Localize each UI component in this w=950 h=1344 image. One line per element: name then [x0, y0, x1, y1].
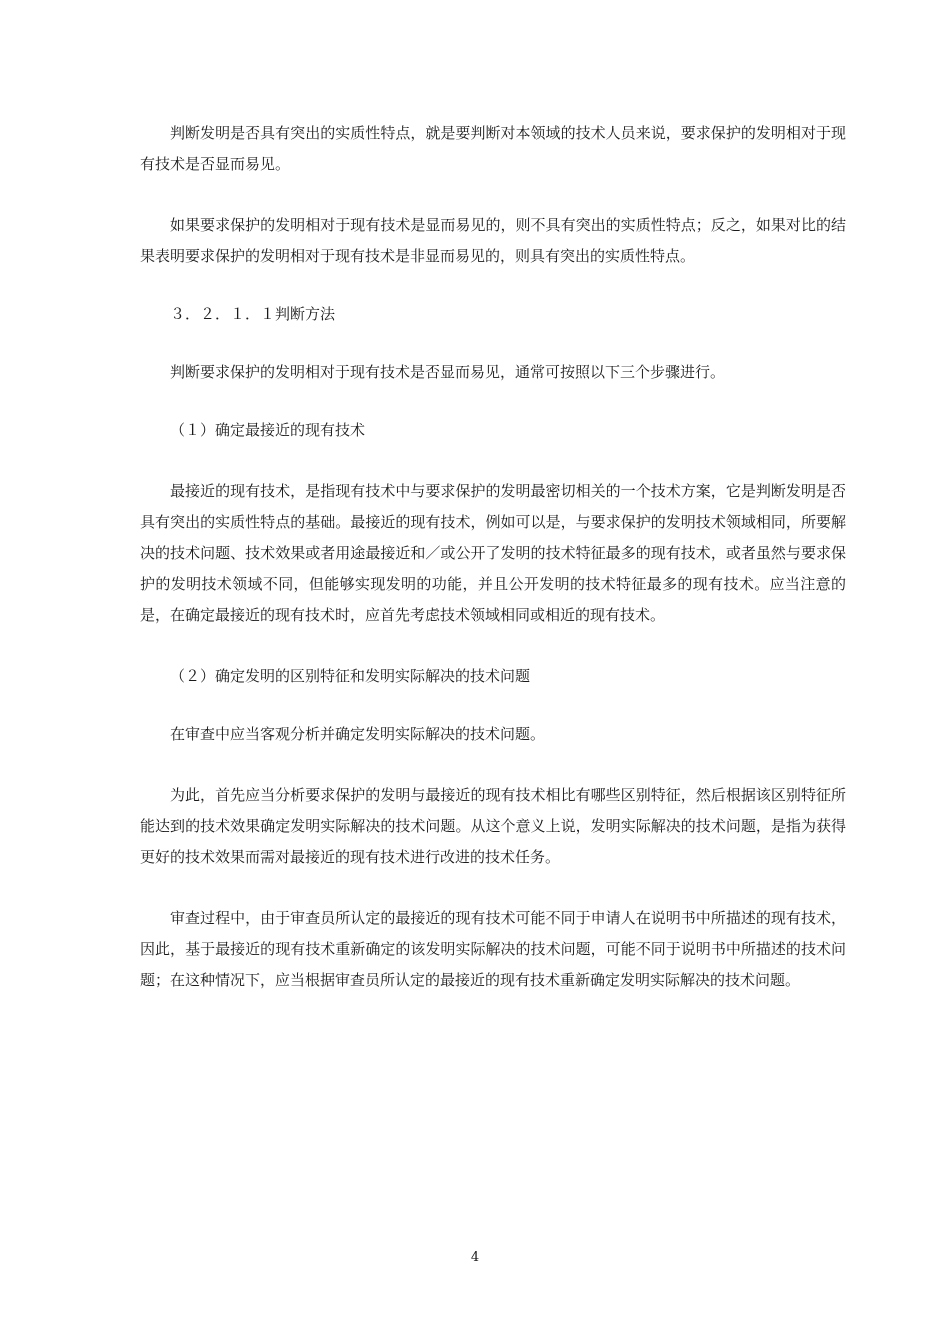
- page-number: 4: [470, 1250, 480, 1265]
- paragraph-3: 判断要求保护的发明相对于现有技术是否显而易见，通常可按照以下三个步骤进行。: [170, 363, 726, 381]
- step-2-heading: （２）确定发明的区别特征和发明实际解决的技术问题: [170, 667, 531, 685]
- paragraph-5: 在审查中应当客观分析并确定发明实际解决的技术问题。: [170, 725, 546, 743]
- paragraph-7: 审查过程中，由于审查员所认定的最接近的现有技术可能不同于申请人在说明书中所描述的现有技术，因此，基于最接近的现有技术重新确定的该发明实际解决的技术问题，可能不同于说明书中所描述的技术问题；在这种情况下，应当根据审查员所认定的最接近的现有技术重新确定发明实际解决的技术问题。: [140, 909, 846, 989]
- paragraph-2: 如果要求保护的发明相对于现有技术是显而易见的，则不具有突出的实质性特点；反之，如果对比的结果表明要求保护的发明相对于现有技术是非显而易见的，则具有突出的实质性特点。: [140, 216, 846, 265]
- paragraph-6: 为此，首先应当分析要求保护的发明与最接近的现有技术相比有哪些区别特征，然后根据该区别特征所能达到的技术效果确定发明实际解决的技术问题。从这个意义上说，发明实际解决的技术问题，是指为获得更好的技术效果而需对最接近的现有技术进行改进的技术任务。: [140, 786, 846, 866]
- document-body: [140, 118, 846, 996]
- step-1-heading: （１）确定最接近的现有技术: [170, 421, 366, 439]
- paragraph-4: 最接近的现有技术，是指现有技术中与要求保护的发明最密切相关的一个技术方案，它是判断发明是否具有突出的实质性特点的基础。最接近的现有技术，例如可以是，与要求保护的发明技术领域相同，所要解决的技术问题、技术效果或者用途最接近和／或公开了发明的技术特征最多的现有技术，或者虽然与要求保护的发明技术领域不同，但能够实现发明的功能，并且公开发明的技术特征最多的现有技术。应当注意的是，在确定最接近的现有技术时，应首先考虑技术领域相同或相近的现有技术。: [140, 482, 846, 624]
- paragraph-1: 判断发明是否具有突出的实质性特点，就是要判断对本领域的技术人员来说，要求保护的发明相对于现有技术是否显而易见。: [140, 124, 846, 173]
- section-heading: ３．２．１．１判断方法: [170, 305, 336, 323]
